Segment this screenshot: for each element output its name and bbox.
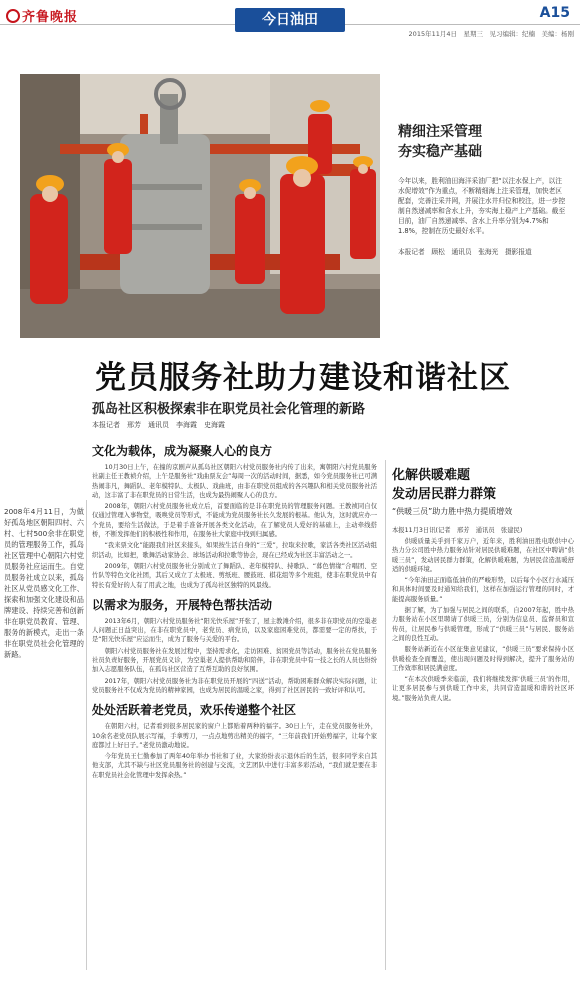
sidebar-title-line-2: 夯实稳产基础 xyxy=(398,144,482,160)
paragraph: 今年党员王仁勤参加了两年40年举办书社和了业，大家纷纷表示退休后的生活，很多同学来自其他支部，尤其不缺与社区党员服务社的创建与交流，文艺团队中进行丰富多彩活动，“我们就是要在非在职党员社会化管理中发挥余热。” xyxy=(92,753,377,779)
paragraph: “今年油田正面临低油价的严峻形势，以后每个小区行水减压和具体时间要及时通知给我们，这样在加强运行管理的同时，才能提高服务质量。” xyxy=(392,577,574,603)
section-title: 处处活跃着老党员，欢乐传递整个社区 xyxy=(92,703,297,718)
paragraph: 朝阳六村党员服务社在发展过程中，坚持需求化，走访困难、贫困党员等活动，服务社在党员服务社员负责好服务，开展党员义诊，为空巢老人提供帮助和陪伴，非在职党员中有一技之长的人员也纷纷加入志愿服务队伍，在孤岛社区营造了互帮互助的良好氛围。 xyxy=(92,647,377,674)
paragraph: 10月30日上午，在撞的京剧声从孤岛社区朝阳六村党员服务社内传了出来，寓朝阳六村党员服务社副主任王教祯介绍，上午是服务社“戏曲票友会”每周一次的活动时间，据悉，如今党员服务社已可满热闹非凡，舞蹈队、老年模特队、太极队、戏曲班，由非在职党员组成的各兴趣队和相关党员服务社活动，这丰富了非在职党员的日常生活，也成为最热闹聚人心的良方。 xyxy=(92,464,377,499)
right-story xyxy=(392,466,574,705)
right-story-title-line-1: 化解供暖难题 xyxy=(392,468,471,483)
right-story-title-line-2: 发动居民群力群策 xyxy=(392,487,497,502)
column-divider-right xyxy=(385,460,386,970)
newspaper-brand: 齐鲁晚报 xyxy=(6,6,78,25)
paragraph: “我来票文化”能跟我们社区来接头，如果按生活自身的“三爱”，拉取来拉歌，家活各类社区活动组织活动，比如把，歌舞活动家协会、球场活动和拉歌等协会，现在已经成为社区丰富活动之一。 xyxy=(92,542,377,559)
section-tab: 今日油田 xyxy=(235,8,345,32)
right-story-subtitle: “供暖三员”助力胜中热力提质增效 xyxy=(392,507,513,516)
sidebar-story-byline: 本报记者 顾松 通讯员 张海光 摄影报道 xyxy=(398,248,532,256)
main-subhead: 孤岛社区积极探索非在职党员社会化管理的新路 xyxy=(92,402,366,417)
paragraph: 2008年，朝阳六村党员服务社成立后，首要面临的是非在职党员的管理服务问题。王教祯同自仅仅通过管理入事物堂，吸唤党员等形式，不能成为党员服务社长久发展的根基。他认为，这时就应办一个党员，要给生活做法，于是着手准备开展各类文化活动，在了解党员人爱好的基础上，主动牵线搭桥，不断发挥他们的积极性和作用，在服务社大家庭中找到归属感。 xyxy=(92,503,377,539)
paragraph: 服务站新近在小区征集意见建议，“供暖三员”要求保持小区供暖检查全面覆盖，使出现问题及时得到解决，提升了服务站的工作效率和居民满意度。 xyxy=(392,646,574,672)
main-byline: 本报记者 邢芳 通讯员 李海霞 史海霞 xyxy=(92,421,225,429)
section-block-3 xyxy=(92,701,377,780)
page-number: A15 xyxy=(539,5,570,21)
column-divider-left xyxy=(86,500,87,970)
section-block-2 xyxy=(92,596,377,695)
paragraph: 据了解，为了加强与居民之间的联系，自2007年起，胜中热力服务站在小区里聘请了供暖三员，分别为信息员、监督员和宣传员，让居民参与供暖管理，形成了“供暖三员”与居民、服务站之间的良性互动。 xyxy=(392,607,574,642)
main-headline: 党员服务社助力建设和谐社区 xyxy=(95,360,511,396)
paragraph: 供暖质量关乎到千家万户，近年来，胜利油田胜电联供中心热力分公司胜中热力服务站针对居民供暖难题，在社区中聘请“供暖三员”，发动居民群力群策，化解供暖难题，为居民营造温暖舒适的供暖环境。 xyxy=(392,538,574,573)
main-article-body xyxy=(92,442,377,786)
issue-line: 2015年11月4日 星期三 见习编辑：纪楠 美编：杨刚 xyxy=(408,30,574,38)
paragraph: 在朝阳六村，记者看到很多居民家的窗户上都贴着两种的福字。30日上午，走在党员服务社外，10余名老党员队展示写福，手拿剪刀，一点点地剪出精美的福字，“三年前我们开始剪福字，让每个家庭都过上好日子。”老党员激动地说。 xyxy=(92,723,377,749)
page-header xyxy=(0,0,580,46)
oilfield-workers-photo xyxy=(20,74,380,338)
section-title: 文化为载体，成为凝聚人心的良方 xyxy=(92,444,273,458)
brand-logo-icon xyxy=(6,9,20,23)
section-title: 以需求为服务，开展特色帮扶活动 xyxy=(92,597,273,612)
paragraph: “在本次供暖季来临前，我们将继续发挥‘供暖三员’的作用，让更多居民参与到供暖工作中来，共同营造温暖和谐的社区环境。”服务站负责人说。 xyxy=(392,676,574,702)
sidebar-title-line-1: 精细注采管理 xyxy=(398,124,482,140)
paragraph: 2009年，朝阳六村党员服务社分别成立了舞蹈队、老年模特队、持歌队、“暮色情缘”合唱团、空竹队等特色文化社团，其后又成立了太极班、剪纸班、腰鼓班、棋花组等多个班组，使非在职党员中有特长有爱好的人有了用武之地，也成为了孤岛社区独特的风景线。 xyxy=(92,562,377,589)
right-story-byline: 本报11月3日讯(记者 邢芳 通讯员 张建民) xyxy=(392,527,523,534)
sidebar-story-title xyxy=(398,122,573,162)
intro-column: 2008年4月11日，为做好孤岛地区朝阳四村、六村、七村500余非在职党员的管理服务工作，孤岛社区管理中心朝阳六村党员服务社应运而生。自党员服务社成立以来，孤岛社区从党员感文化工作、探索和加强文化建设和品牌建设、持续完善和创新非在职党员教育、管理、服务的新模式，走出一条非在职党员社会化管理的新路。 xyxy=(4,507,84,659)
section-block-1 xyxy=(92,442,377,590)
paragraph: 2017年，朝阳六村党员服务社为非在职党员开展的“四送”活动，帮助困难群众解决实际问题，让党员服务社不仅成为党员的精神家园，也成为居民的温暖之家，得到了社区居民的一致好评和认可。 xyxy=(92,677,377,694)
paragraph: 2013年6月，朝阳六村党员服务社“阳光快乐屋”开张了，屋主教滩介绍，很多非在职党员的空巢老人问题正日益突出，在非在职党员中，老党员、病党员，以及家庭困难党员，都需要一定的帮扶，于是“阳光快乐屋”应运而生，成为了服务与关爱的平台。 xyxy=(92,617,377,644)
sidebar-story-body: 今年以来，胜利油田海洋采油厂把“以注水保上产，以注水促增效”作为重点，不断精细海上注采管理，加快老区配套，完善注采井网，并展注水井归位和校注，进一步控制自然递减率和含水上升，夯实海上稳产上产基础。截至目前，油厂自然递减率、含水上升率分别为4.7%和1.8%，控制在历史最好水平。 xyxy=(398,177,566,235)
